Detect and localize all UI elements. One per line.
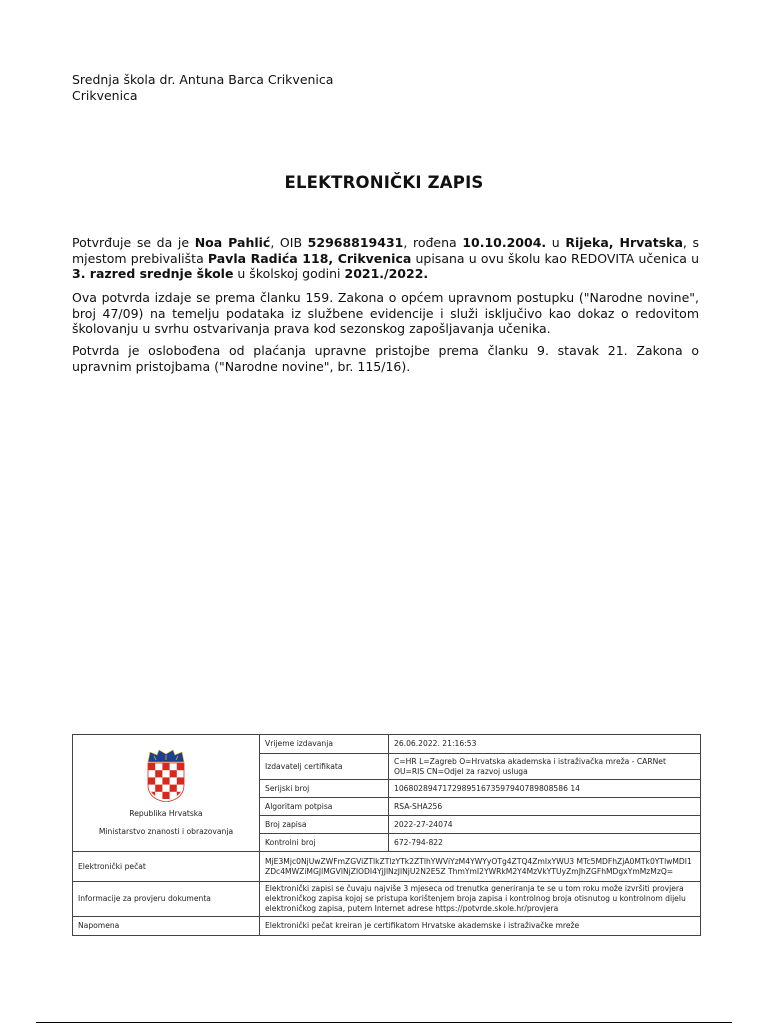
- text-fragment: upisana u ovu školu kao REDOVITA učenica u: [411, 250, 699, 266]
- issuer-logo-cell: [73, 735, 260, 852]
- value-signature-algorithm: RSA-SHA256: [389, 798, 701, 816]
- label-certificate-issuer: Izdavatelj certifikata: [260, 754, 389, 780]
- school-year: 2021./2022.: [344, 266, 429, 281]
- issuer-country: Republika Hrvatska: [129, 808, 203, 818]
- value-issue-time: 26.06.2022. 21:16:53: [389, 735, 701, 754]
- label-verification-info: Informacije za provjeru dokumenta: [73, 882, 260, 917]
- birth-date: 10.10.2004.: [462, 235, 547, 250]
- school-name: Srednja škola dr. Antuna Barca Crikvenica: [72, 72, 334, 87]
- label-electronic-seal: Elektronički pečat: [73, 852, 260, 882]
- text-fragment: , s mjestom prebivališta: [72, 235, 700, 266]
- croatian-coat-of-arms-icon: [146, 750, 186, 802]
- page-bottom-rule: [36, 1022, 732, 1023]
- legal-basis-paragraph: Ova potvrda izdaje se prema članku 159. Zakona o općem upravnom postupku ("Narodne novine", broj 47/09) na temelju podataka iz službene evidencije i služi isključivo kao dokaz o redovitom školovanju u svrhu ostvarivanja prava kod sezonskog zapošljavanja učenika.: [72, 290, 699, 336]
- value-record-number: 2022-27-24074: [389, 816, 701, 834]
- issuer-ministry: Ministarstvo znanosti i obrazovanja: [98, 826, 234, 836]
- label-signature-algorithm: Algoritam potpisa: [260, 798, 389, 816]
- student-oib: 52968819431: [307, 235, 404, 250]
- label-record-number: Broj zapisa: [260, 816, 389, 834]
- student-name: Noa Pahlić: [194, 235, 271, 250]
- value-verification-info: Elektronički zapisi se čuvaju najviše 3 mjeseca od trenutka generiranja te se u tom roku može izvršiti provjera elektroničkog zapisa kojoj se pristupa korištenjem broja zapisa i kontrolnog broja otisnutog u kontrolnom dijelu elektroničkog zapisa, putem Internet adrese https://potvrde.skole.hr/provjera: [260, 882, 701, 917]
- certificate-paragraph: [72, 235, 699, 282]
- value-control-number: 672-794-822: [389, 834, 701, 852]
- label-note: Napomena: [73, 917, 260, 936]
- value-electronic-seal: MjE3Mjc0NjUwZWFmZGViZTlkZTlzYTk2ZTlhYWViYzM4YWYyOTg4ZTQ4ZmIxYWU3 MTc5MDFhZjA0MTk0YTlwMDI1ZDc4MWZiMGJlMGVlNjZlODI4YjJlNzJlNjU2N2E5Z ThmYmI2YWRkM2Y4MzVkYTUyZmJhZGFhMDgxYmMzMzQ=: [260, 852, 701, 882]
- text-fragment: , rođena: [403, 235, 463, 250]
- grade: 3. razred srednje škole: [72, 266, 234, 281]
- text-fragment: , OIB: [270, 235, 308, 250]
- label-serial-number: Serijski broj: [260, 780, 389, 798]
- label-issue-time: Vrijeme izdavanja: [260, 735, 389, 754]
- fee-exemption-paragraph: Potvrda je oslobođena od plaćanja upravne pristojbe prema članku 9. stavak 21. Zakona o upravnim pristojbama ("Narodne novine", br. 115/16).: [72, 343, 699, 374]
- electronic-seal-table: [72, 734, 701, 936]
- value-certificate-issuer: C=HR L=Zagreb O=Hrvatska akademska i istraživačka mreža - CARNet OU=RIS CN=Odjel za razvoj usluga: [389, 754, 701, 780]
- school-city: Crikvenica: [72, 87, 138, 103]
- text-fragment: Potvrđuje se da je: [72, 235, 195, 250]
- text-fragment: u školskoj godini: [233, 266, 345, 281]
- birth-place: Rijeka, Hrvatska: [565, 235, 683, 250]
- text-fragment: u: [546, 235, 566, 250]
- residence-address: Pavla Radića 118, Crikvenica: [207, 250, 412, 266]
- school-header: [72, 72, 333, 103]
- label-control-number: Kontrolni broj: [260, 834, 389, 852]
- value-serial-number: 106802894717298951673597940789808586 14: [389, 780, 701, 798]
- document-title: ELEKTRONIČKI ZAPIS: [284, 173, 484, 192]
- value-note: Elektronički pečat kreiran je certifikatom Hrvatske akademske i istraživačke mreže: [260, 917, 701, 936]
